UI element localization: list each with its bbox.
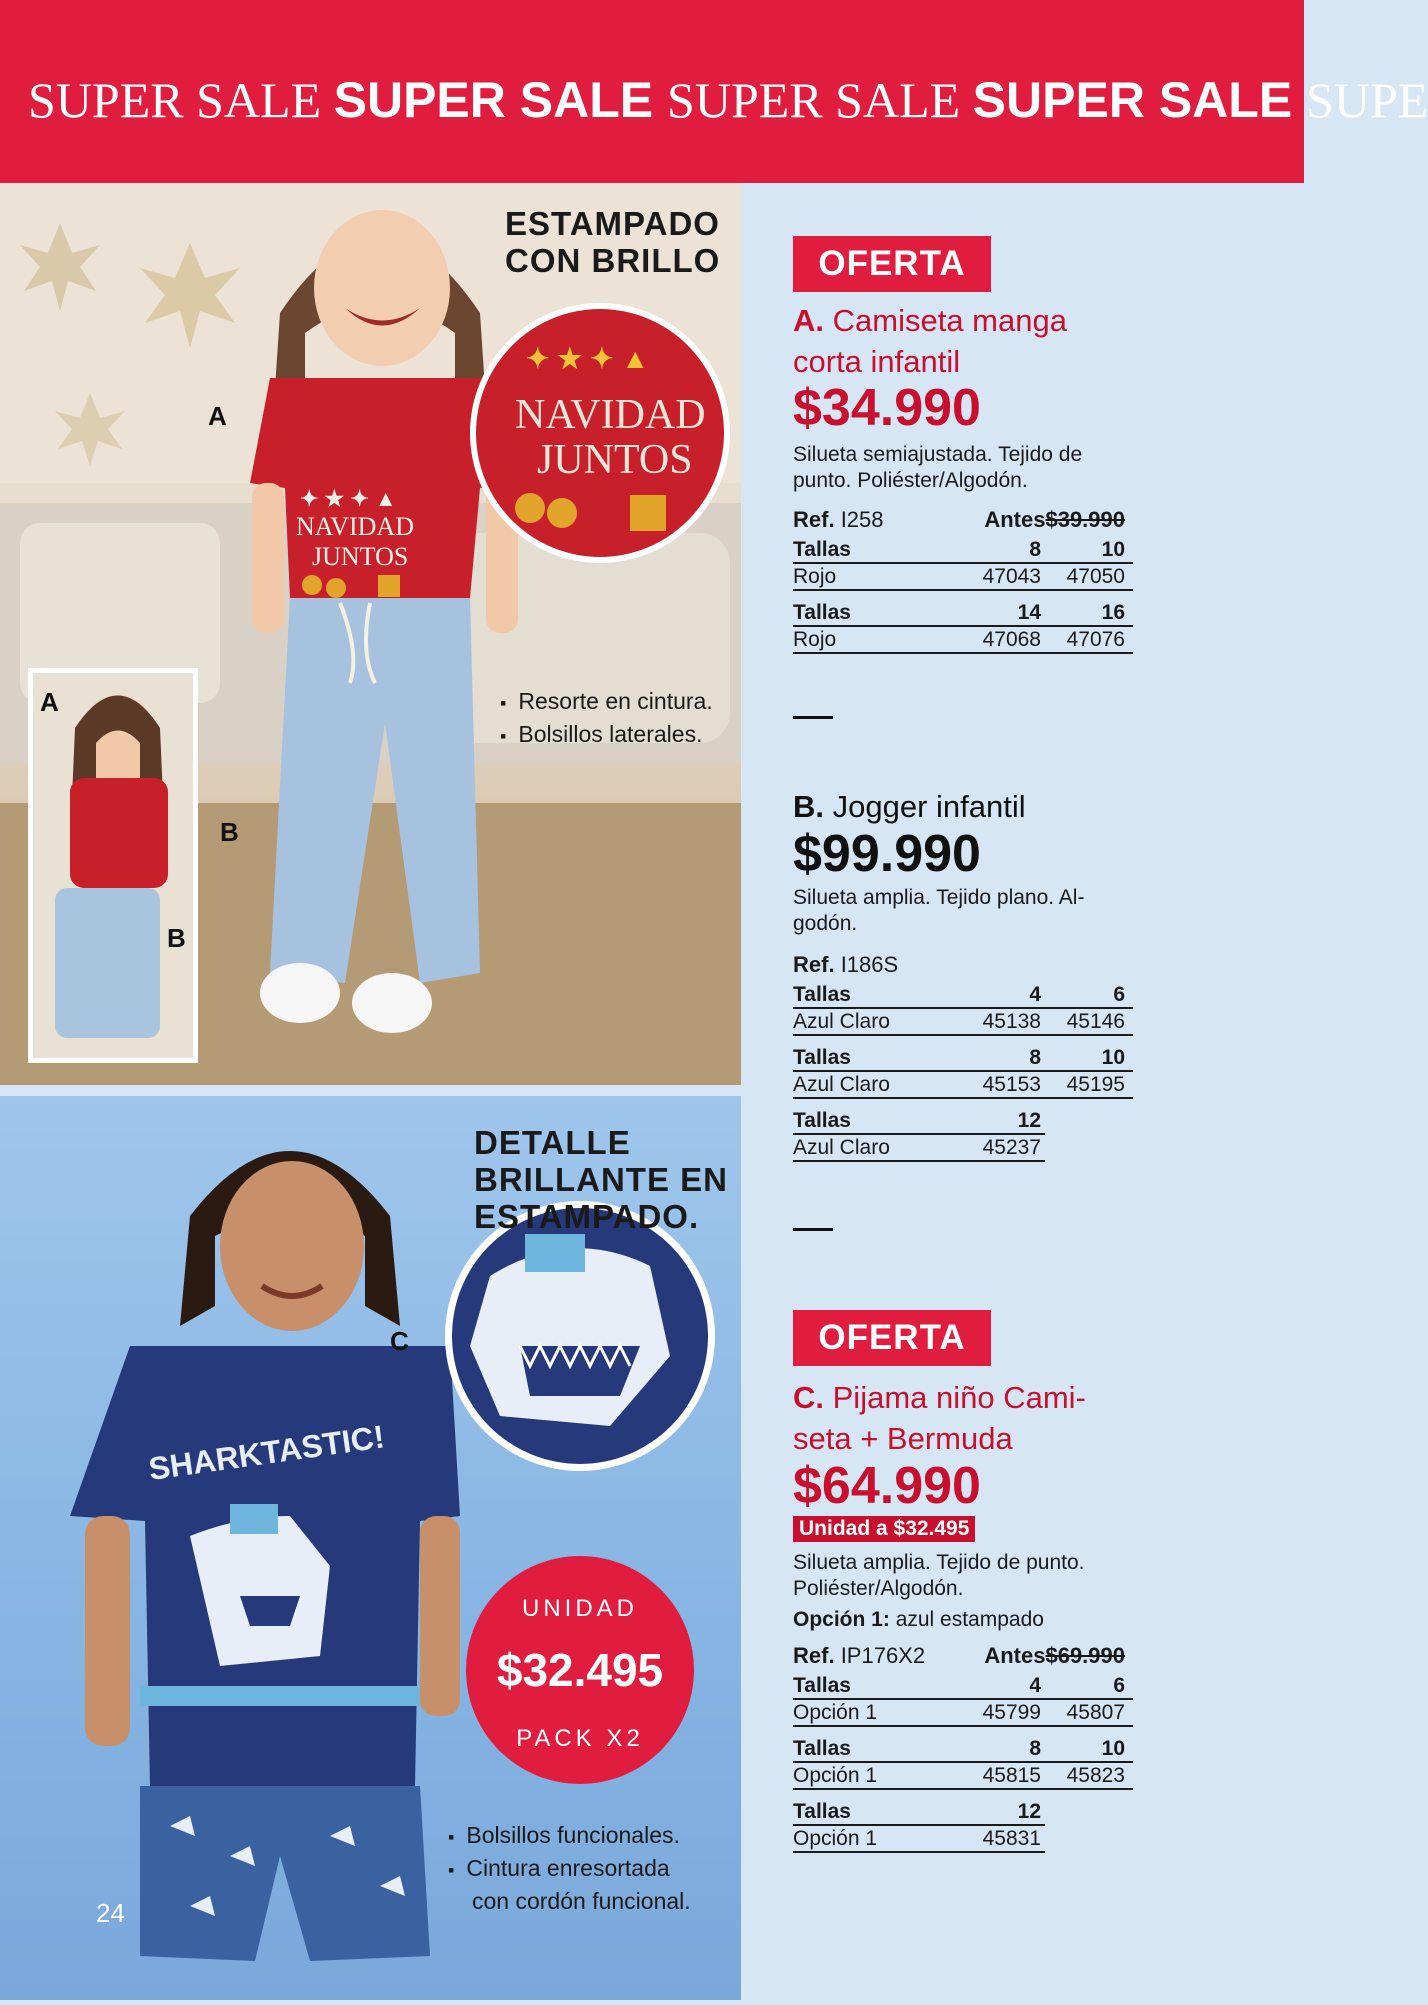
sizes-header: Tallas [793, 537, 953, 563]
size-value: 8 [953, 1736, 1041, 1762]
product-a-price: $34.990 [793, 379, 981, 437]
banner-segment: SUPER SALE [667, 72, 973, 128]
unidad-price-tag: Unidad a $32.495 [793, 1516, 975, 1542]
ref-label: Ref. [793, 507, 835, 532]
product-c-desc: Silueta amplia. Tejido de punto. Poliéster/Algodón. [793, 1551, 1085, 1600]
color-name: Azul Claro [793, 1134, 953, 1161]
callout-line: ESTAMPADO. [474, 1198, 700, 1235]
sizes-table-b1 [793, 982, 1133, 1036]
sizes-header: Tallas [793, 982, 953, 1008]
section-divider [793, 716, 833, 719]
product-a-name-line2: corta infantil [793, 344, 961, 379]
antes-price-c [984, 1643, 1125, 1669]
sku-code: 47050 [1041, 563, 1133, 590]
sku-code: 45799 [953, 1699, 1041, 1726]
option-name: Opción 1 [793, 1699, 953, 1726]
product-a-letter: A. [793, 303, 824, 338]
features-list-bottom [448, 1820, 691, 1919]
sku-code: 45823 [1041, 1762, 1133, 1789]
product-b-title [793, 786, 1173, 827]
size-value: 10 [1041, 537, 1133, 563]
sku-code: 45807 [1041, 1699, 1133, 1726]
product-a-desc: Silueta semiajustada. Tejido de punto. Poliéster/Algodón. [793, 443, 1083, 492]
super-sale-banner [0, 0, 1428, 183]
sizes-header: Tallas [793, 1045, 953, 1071]
girl-illustration [0, 183, 741, 1085]
sizes-table-c2 [793, 1736, 1133, 1790]
sizes-table-b2 [793, 1045, 1133, 1099]
letter-a-inset: A [40, 687, 59, 717]
ref-label: Ref. [793, 952, 835, 977]
size-value: 14 [953, 600, 1041, 626]
letter-c: C [390, 1326, 409, 1356]
antes-label: Antes [984, 507, 1046, 532]
circle-print-text: JUNTOS [537, 437, 693, 483]
shirt-print-text: NAVIDAD [296, 512, 414, 541]
antes-label: Antes [984, 1643, 1046, 1668]
feature-item-continued: con cordón funcional. [472, 1888, 691, 1914]
product-b-price: $99.990 [793, 825, 981, 883]
color-name: Rojo [793, 563, 953, 590]
oferta-tag-c: OFERTA [793, 1310, 991, 1366]
letter-b-main: B [220, 817, 239, 847]
option-value: azul estampado [895, 1608, 1044, 1631]
badge-pack: PACK X2 [516, 1725, 644, 1752]
product-c-title [793, 1377, 1173, 1459]
svg-text:✦ ★ ✦ ▲: ✦ ★ ✦ ▲ [300, 486, 397, 511]
sizes-table-a1 [793, 537, 1133, 591]
callout-line: ESTAMPADO [505, 205, 720, 242]
size-value: 12 [953, 1108, 1045, 1134]
sizes-table-a2 [793, 600, 1133, 654]
callout-line: CON BRILLO [505, 242, 721, 279]
product-c-letter: C. [793, 1380, 824, 1415]
size-value: 4 [953, 982, 1041, 1008]
feature-item: ▪ Cintura enresortada [448, 1853, 691, 1886]
size-value: 10 [1041, 1736, 1133, 1762]
option-name: Opción 1 [793, 1825, 953, 1852]
banner-segment: SUPE [1306, 72, 1428, 128]
size-value: 10 [1041, 1045, 1133, 1071]
feature-item: ▪ Bolsillos laterales. [500, 719, 713, 752]
option-name: Opción 1 [793, 1762, 953, 1789]
product-a-name-line1: Camiseta manga [832, 303, 1067, 338]
features-list-top [500, 686, 713, 752]
shirt-print-text: JUNTOS [312, 542, 409, 571]
photo-boy-pajama [0, 1096, 741, 2000]
antes-price-a [984, 507, 1125, 533]
banner-segment: SUPER SALE [333, 72, 668, 128]
sku-code: 45237 [953, 1134, 1045, 1161]
page-number: 24 [96, 1898, 125, 1928]
ref-value: I186S [840, 952, 899, 977]
product-b-name: Jogger infantil [832, 789, 1026, 824]
desc-line: Silueta amplia. Tejido plano. Al- [793, 886, 1085, 909]
letter-a-main: A [208, 401, 227, 431]
product-b-letter: B. [793, 789, 824, 824]
badge-unidad: UNIDAD [521, 1595, 639, 1622]
product-c-option [793, 1607, 1044, 1633]
product-a-title [793, 300, 1173, 382]
option-label: Opción 1: [793, 1608, 890, 1631]
callout-estampado [505, 205, 720, 279]
photo-girl-outfit [0, 183, 741, 1085]
sku-code: 47068 [953, 626, 1041, 653]
sku-code: 45138 [953, 1008, 1041, 1035]
product-c-name-line2: seta + Bermuda [793, 1421, 1013, 1456]
sku-code: 45195 [1041, 1071, 1133, 1098]
antes-old-price: $69.990 [1045, 1643, 1125, 1668]
shirt-print-text: SHARKTASTIC! [146, 1418, 387, 1488]
product-c-price: $64.990 [793, 1457, 981, 1515]
sku-code: 45146 [1041, 1008, 1133, 1035]
product-b-ref [793, 952, 1125, 978]
section-divider [793, 1228, 833, 1231]
callout-line: DETALLE [474, 1124, 631, 1161]
letter-b-inset: B [167, 923, 186, 953]
size-value: 4 [953, 1673, 1041, 1699]
feature-item: ▪ Bolsillos funcionales. [448, 1820, 691, 1853]
sku-code: 47076 [1041, 626, 1133, 653]
sku-code: 45815 [953, 1762, 1041, 1789]
badge-price: $32.495 [496, 1644, 664, 1696]
size-value: 8 [953, 1045, 1041, 1071]
color-name: Azul Claro [793, 1008, 953, 1035]
color-name: Rojo [793, 626, 953, 653]
ref-label: Ref. [793, 1643, 835, 1668]
feature-item: ▪ Resorte en cintura. [500, 686, 713, 719]
product-c-ref [793, 1643, 1125, 1669]
size-value: 8 [953, 537, 1041, 563]
antes-old-price: $39.990 [1045, 507, 1125, 532]
sku-code: 45831 [953, 1825, 1045, 1852]
sizes-header: Tallas [793, 1108, 953, 1134]
desc-line: godón. [793, 912, 858, 935]
sizes-table-c1 [793, 1673, 1133, 1727]
sku-code: 45153 [953, 1071, 1041, 1098]
circle-print-text: NAVIDAD [515, 392, 706, 438]
banner-text [28, 70, 1428, 130]
ref-value: IP176X2 [840, 1643, 926, 1668]
oferta-tag-a: OFERTA [793, 236, 991, 292]
banner-segment: SUPER SALE [28, 72, 334, 128]
product-a-ref [793, 507, 1125, 533]
size-value: 16 [1041, 600, 1133, 626]
sizes-header: Tallas [793, 1673, 953, 1699]
size-value: 6 [1041, 1673, 1133, 1699]
svg-text:✦ ★ ✦ ▲: ✦ ★ ✦ ▲ [526, 343, 650, 374]
sku-code: 47043 [953, 563, 1041, 590]
size-value: 12 [953, 1799, 1045, 1825]
sizes-table-b3 [793, 1108, 1045, 1162]
banner-segment: SUPER SALE [972, 72, 1307, 128]
color-name: Azul Claro [793, 1071, 953, 1098]
sizes-header: Tallas [793, 1799, 953, 1825]
product-c-name-line1: Pijama niño Cami- [832, 1380, 1086, 1415]
ref-value: I258 [840, 507, 884, 532]
sizes-table-c3 [793, 1799, 1045, 1853]
product-b-desc [793, 885, 1133, 937]
callout-detalle [474, 1124, 728, 1235]
sizes-header: Tallas [793, 600, 953, 626]
callout-line: BRILLANTE EN [474, 1161, 728, 1198]
sizes-header: Tallas [793, 1736, 953, 1762]
size-value: 6 [1041, 982, 1133, 1008]
